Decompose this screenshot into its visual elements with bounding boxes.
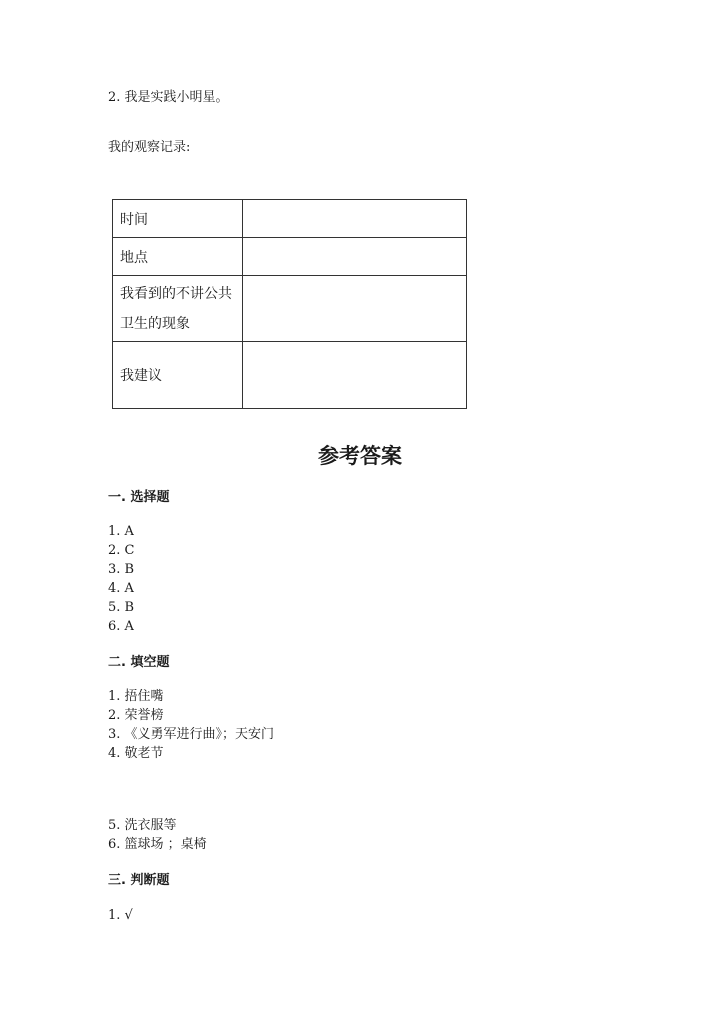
section-heading-judge: 三. 判断题 [108,873,170,888]
list-item: 5. B [108,600,135,615]
judge-answers-list [108,906,133,925]
list-item: 2. C [108,543,135,558]
list-item: 4. A [108,581,134,596]
fill-answers-list-a [108,687,274,763]
section-heading-fill: 二. 填空题 [108,655,170,670]
row-value-phenomenon [243,276,467,342]
row-label-phenomenon [113,276,243,342]
list-item: 4. 敬老节 [108,746,164,761]
row-label-place: 地点 [113,238,243,276]
list-item: 3. B [108,562,135,577]
list-item: 5. 洗衣服等 [108,818,177,833]
table-row [113,342,467,409]
section-heading-choice: 一. 选择题 [108,490,170,505]
table-row [113,276,467,342]
list-item: 1. √ [108,908,133,923]
record-label: 我的观察记录: [108,140,191,155]
list-item: 1. 捂住嘴 [108,689,164,704]
choice-answers-list [108,522,134,636]
list-item: 6. 篮球场 ；桌椅 [108,837,207,852]
row-label-phenomenon-line1: 我看到的不讲公共 [120,285,232,302]
answers-title: 参考答案 [318,444,402,468]
row-value-place [243,238,467,276]
observation-record-table [112,199,467,409]
fill-answers-list-b [108,816,207,854]
table-row [113,238,467,276]
row-value-time [243,200,467,238]
table-row [113,200,467,238]
list-item: 2. 荣誉榜 [108,708,164,723]
list-item: 3. 《义勇军进行曲》；天安门 [108,727,275,742]
list-item: 6. A [108,619,134,634]
row-label-time: 时间 [113,200,243,238]
row-label-suggestion: 我建议 [113,342,243,409]
list-item: 1. A [108,524,134,539]
row-value-suggestion [243,342,467,409]
practice-heading: 2. 我是实践小明星。 [108,90,229,105]
row-label-phenomenon-line2: 卫生的现象 [120,315,190,332]
